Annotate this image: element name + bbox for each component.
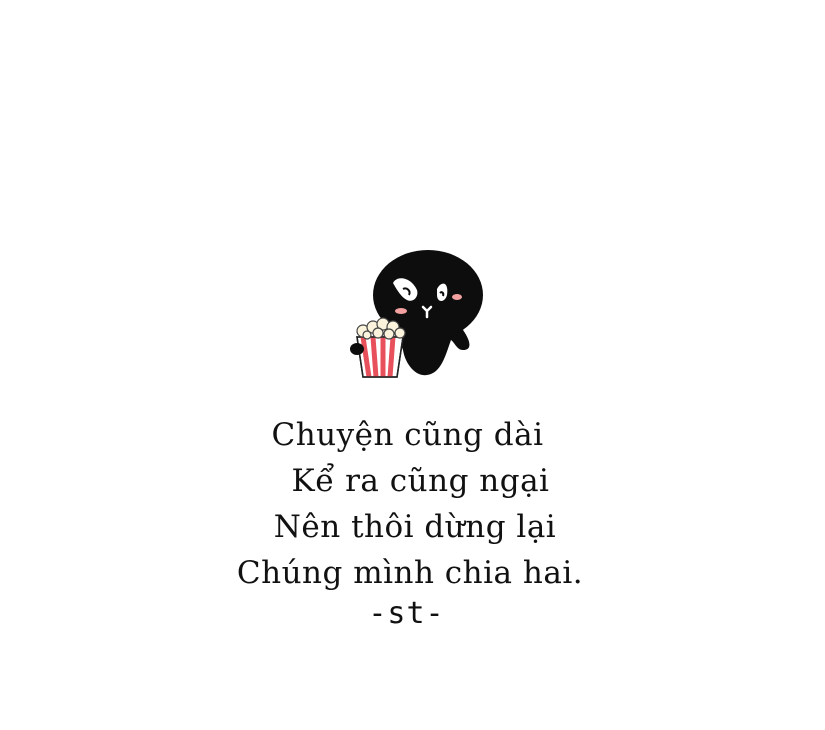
black-blob-creature-eating-popcorn-icon: [345, 245, 485, 385]
poem-line-1: Chuyện cũng dài: [271, 417, 544, 453]
poem-block: [0, 412, 825, 632]
poem-line-3: Nên thôi dừng lại: [273, 509, 557, 545]
poem-line-4: Chúng mình chia hai.: [236, 555, 584, 591]
signature: -st-: [368, 596, 445, 631]
poem-line-2: Kể ra cũng ngại: [291, 463, 550, 499]
